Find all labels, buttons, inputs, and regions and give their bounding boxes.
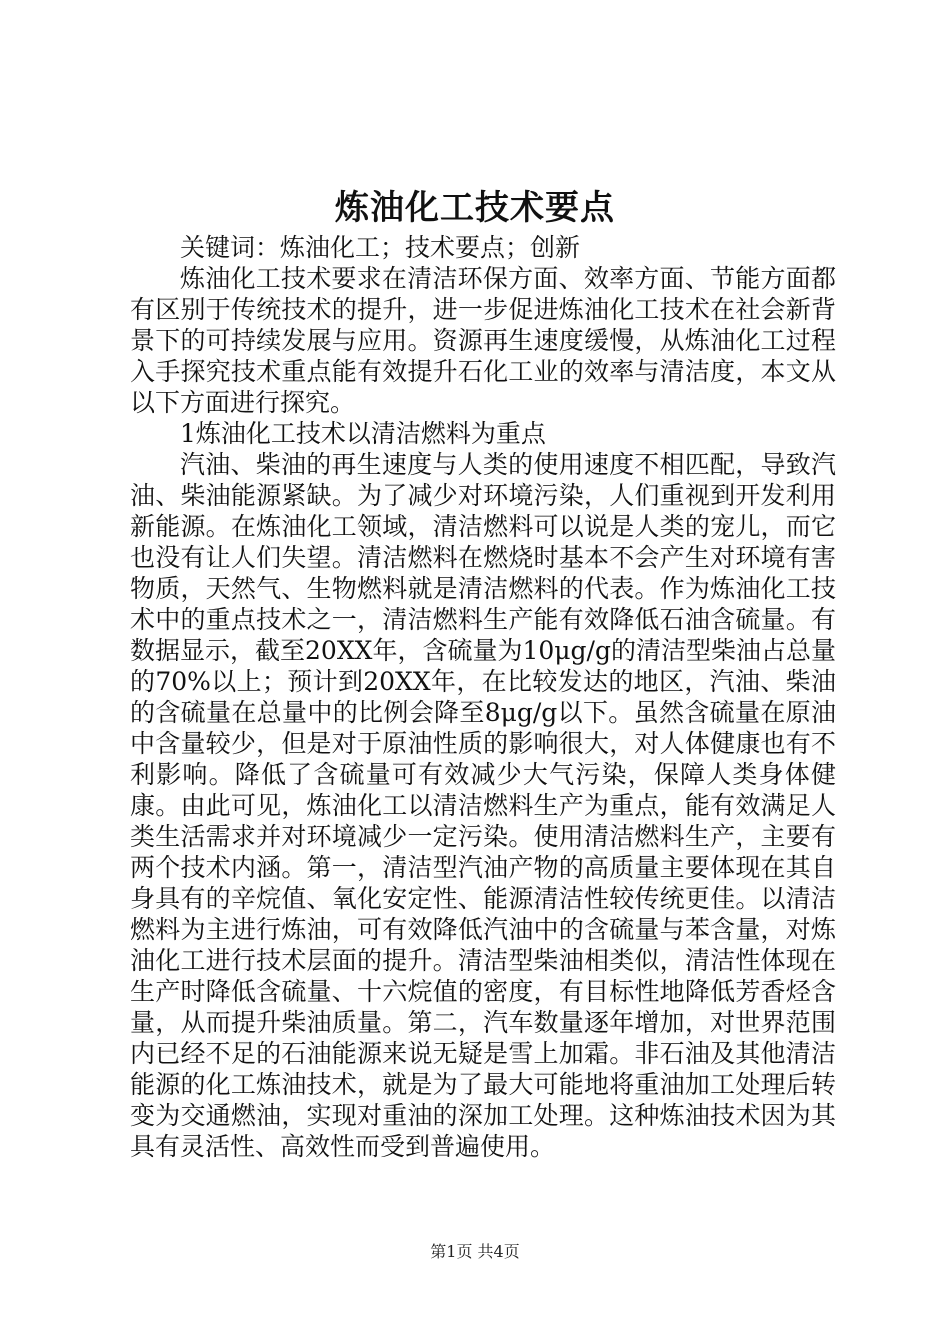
section-paragraph: 汽油、柴油的再生速度与人类的使用速度不相匹配，导致汽油、柴油能源紧缺。为了减少对环境污染，人们重视到开发利用新能源。在炼油化工领域，清洁燃料可以说是人类的宠儿，而它也没有让人们失望。清洁燃料在燃烧时基本不会产生对环境有害物质，天然气、生物燃料就是清洁燃料的代表。作为炼油化工技术中的重点技术之一，清洁燃料生产能有效降低石油含硫量。有数据显示，截至20XX年，含硫量为10μg/g的清洁型柴油占总量的70%以上；预计到20XX年，在比较发达的地区，汽油、柴油的含硫量在总量中的比例会降至8μg/g以下。虽然含硫量在原油中含量较少，但是对于原油性质的影响很大，对人体健康也有不利影响。降低了含硫量可有效减少大气污染，保障人类身体健康。由此可见，炼油化工以清洁燃料生产为重点，能有效满足人类生活需求并对环境减少一定污染。使用清洁燃料生产，主要有两个技术内涵。第一，清洁型汽油产物的高质量主要体现在其自身具有的辛烷值、氧化安定性、能源清洁性较传统更佳。以清洁燃料为主进行炼油，可有效降低汽油中的含硫量与苯含量，对炼油化工进行技术层面的提升。清洁型柴油相类似，清洁性体现在生产时降低含硫量、十六烷值的密度，有目标性地降低芳香烃含量，从而提升柴油质量。第二，汽车数量逐年增加，对世界范围内已经不足的石油能源来说无疑是雪上加霜。非石油及其他清洁能源的化工炼油技术，就是为了最大可能地将重油加工处理后转变为交通燃油，实现对重油的深加工处理。这种炼油技术因为其具有灵活性、高效性而受到普遍使用。 bbox=[130, 450, 836, 1161]
intro-paragraph: 炼油化工技术要求在清洁环保方面、效率方面、节能方面都有区别于传统技术的提升，进一步促进炼油化工技术在社会新背景下的可持续发展与应用。资源再生速度缓慢，从炼油化工过程入手探究技术重点能有效提升石化工业的效率与清洁度，本文从以下方面进行探究。 bbox=[130, 264, 836, 417]
document-body bbox=[130, 232, 836, 1162]
section-heading: 1炼油化工技术以清洁燃料为重点 bbox=[180, 419, 546, 448]
keywords-line: 关键词：炼油化工；技术要点；创新 bbox=[180, 233, 581, 262]
page-title: 炼油化工技术要点 bbox=[335, 188, 615, 228]
page-number: 第1页 共4页 bbox=[430, 1242, 520, 1261]
